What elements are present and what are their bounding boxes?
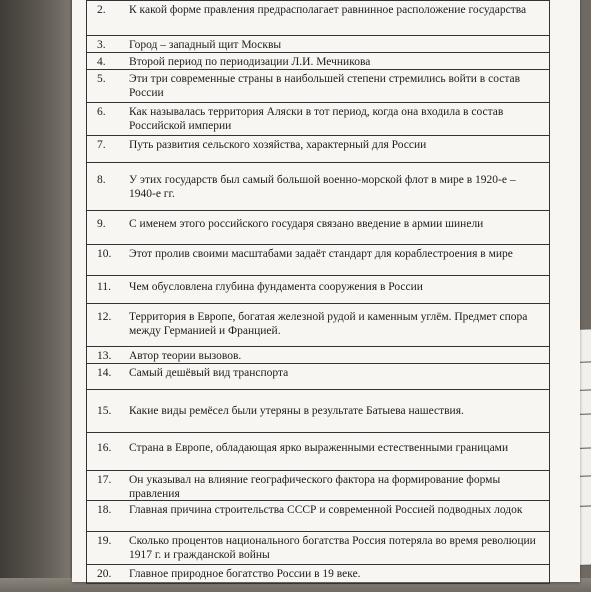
question-row <box>87 565 549 584</box>
question-number: 5. <box>97 73 106 85</box>
question-text: Главная причина строительства СССР и современной Россией подводных лодок <box>129 504 523 516</box>
question-number: 14. <box>97 367 112 379</box>
question-row <box>87 364 549 390</box>
question-row <box>87 276 549 304</box>
question-number: 15. <box>97 405 112 417</box>
question-number: 19. <box>97 535 112 547</box>
question-row <box>87 245 549 276</box>
question-number: 6. <box>97 106 106 118</box>
question-row <box>87 1 549 36</box>
question-text: Путь развития сельского хозяйства, характерный для России <box>129 139 427 151</box>
question-number: 3. <box>97 39 106 51</box>
question-row <box>87 53 549 70</box>
question-row <box>87 103 549 136</box>
question-text: Страна в Европе, обладающая ярко выраженными естественными границами <box>129 442 509 454</box>
question-number: 4. <box>97 56 106 68</box>
question-row <box>87 304 549 347</box>
question-text: Как называлась территория Аляски в тот период, когда она входила в состав Российской империи <box>129 106 504 132</box>
question-number: 9. <box>97 218 106 230</box>
question-number: 10. <box>97 248 112 260</box>
question-number: 17. <box>97 474 112 486</box>
question-number: 2. <box>97 4 106 16</box>
question-table <box>86 0 550 584</box>
question-text: Какие виды ремёсел были утеряны в результате Батыева нашествия. <box>129 405 464 417</box>
question-row <box>87 532 549 565</box>
question-row <box>87 390 549 433</box>
question-row <box>87 501 549 532</box>
question-row <box>87 36 549 53</box>
question-text: Чем обусловлена глубина фундамента сооружения в России <box>129 281 423 293</box>
question-number: 16. <box>97 442 112 454</box>
question-text: С именем этого российского государя связано введение в армии шинели <box>129 218 484 230</box>
question-row <box>87 70 549 103</box>
question-row <box>87 471 549 501</box>
question-number: 11. <box>97 281 111 293</box>
question-text: Город – западный щит Москвы <box>129 39 282 51</box>
question-text: Автор теории вызовов. <box>129 350 242 362</box>
question-text: Он указывал на влияние географического фактора на формирование формы правления <box>129 474 501 500</box>
question-sheet <box>72 0 580 582</box>
question-text: Территория в Европе, богатая железной рудой и каменным углём. Предмет спора между Германией и Францией. <box>129 311 528 337</box>
question-row <box>87 136 549 163</box>
question-text: Самый дешёвый вид транспорта <box>129 367 289 379</box>
question-text: Эти три современные страны в наибольшей степени стремились войти в состав России <box>129 73 521 99</box>
question-row <box>87 163 549 211</box>
question-number: 7. <box>97 139 106 151</box>
question-number: 12. <box>97 311 112 323</box>
question-row <box>87 347 549 364</box>
question-number: 20. <box>97 568 112 580</box>
question-row <box>87 433 549 471</box>
question-text: К какой форме правления предрасполагает равнинное расположение государства <box>129 4 527 16</box>
question-text: У этих государств был самый большой военно-морской флот в мире в 1920-е – 1940-е гг. <box>129 174 516 200</box>
question-text: Главное природное богатство России в 19 веке. <box>129 568 361 580</box>
question-text: Второй период по периодизации Л.И. Мечникова <box>129 56 371 68</box>
question-text: Этот пролив своими масштабами задаёт стандарт для кораблестроения в мире <box>129 248 513 260</box>
question-number: 13. <box>97 350 112 362</box>
question-text: Сколько процентов национального богатства Россия потеряла во время революции 1917 г. и гражданской войны <box>129 535 536 561</box>
question-row <box>87 211 549 245</box>
background-left-edge <box>0 0 70 592</box>
question-number: 8. <box>97 174 106 186</box>
question-number: 18. <box>97 504 112 516</box>
